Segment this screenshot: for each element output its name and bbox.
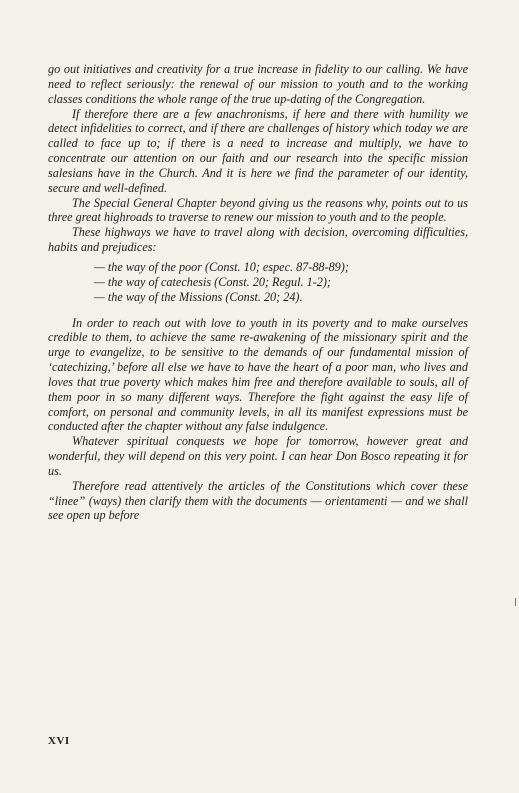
paragraph-2: If therefore there are a few anachronisms, if here and there with humility we detect infidelities to correct, and if there are challenges of history which today we are called to face up to; if there is a need to increase and multiply, we have to concentrate our attention on our faith and our research into the specific mission salesians have in the Church. And it is here we find the parameter of our identity, secure and well-defined. (48, 106, 468, 195)
list-item: — the way of the Missions (Const. 20; 24). (94, 289, 303, 304)
page-number: XVI (48, 735, 70, 747)
paragraph-3: The Special General Chapter beyond giving us the reasons why, points out to us three great highroads to traverse to renew our mission to youth and to the people. (48, 195, 468, 225)
paragraph-5: In order to reach out with love to youth in its poverty and to make ourselves credible to them, to achieve the same re-awakening of the missionary spirit and the urge to evangelize, to be sensitive to the demands of our fundamental mission of ‘catechizing,’ before all else we have to have the heart of a poor man, who lives and loves that true poverty which makes him free and therefore available to souls, all of them poor in so many different ways. Therefore the fight against the easy life of comfort, on personal and community levels, in all its manifest expressions must be conducted after the chapter without any false indulgence. (48, 315, 468, 434)
paragraph-4: These highways we have to travel along with decision, overcoming difficulties, habits and prejudices: (48, 225, 468, 255)
page-body (48, 62, 468, 523)
list-item: — the way of the poor (Const. 10; espec. 87-88-89); (94, 259, 349, 274)
paragraph-7: Therefore read attentively the articles of the Constitutions which cover these “linee” (ways) then clarify them with the documents — orientamenti — and we shall see open up before (48, 478, 468, 523)
list-item: — the way of catechesis (Const. 20; Regul. 1-2); (94, 274, 331, 289)
highways-list (48, 260, 468, 305)
edge-mark (515, 598, 516, 606)
paragraph-6: Whatever spiritual conquests we hope for tomorrow, however great and wonderful, they will depend on this very point. I can hear Don Bosco repeating it for us. (48, 434, 468, 478)
paragraph-1: go out initiatives and creativity for a true increase in fidelity to our calling. We have need to reflect seriously: the renewal of our mission to youth and to the working classes conditions the whole range of the true up-dating of the Congregation. (48, 62, 468, 106)
